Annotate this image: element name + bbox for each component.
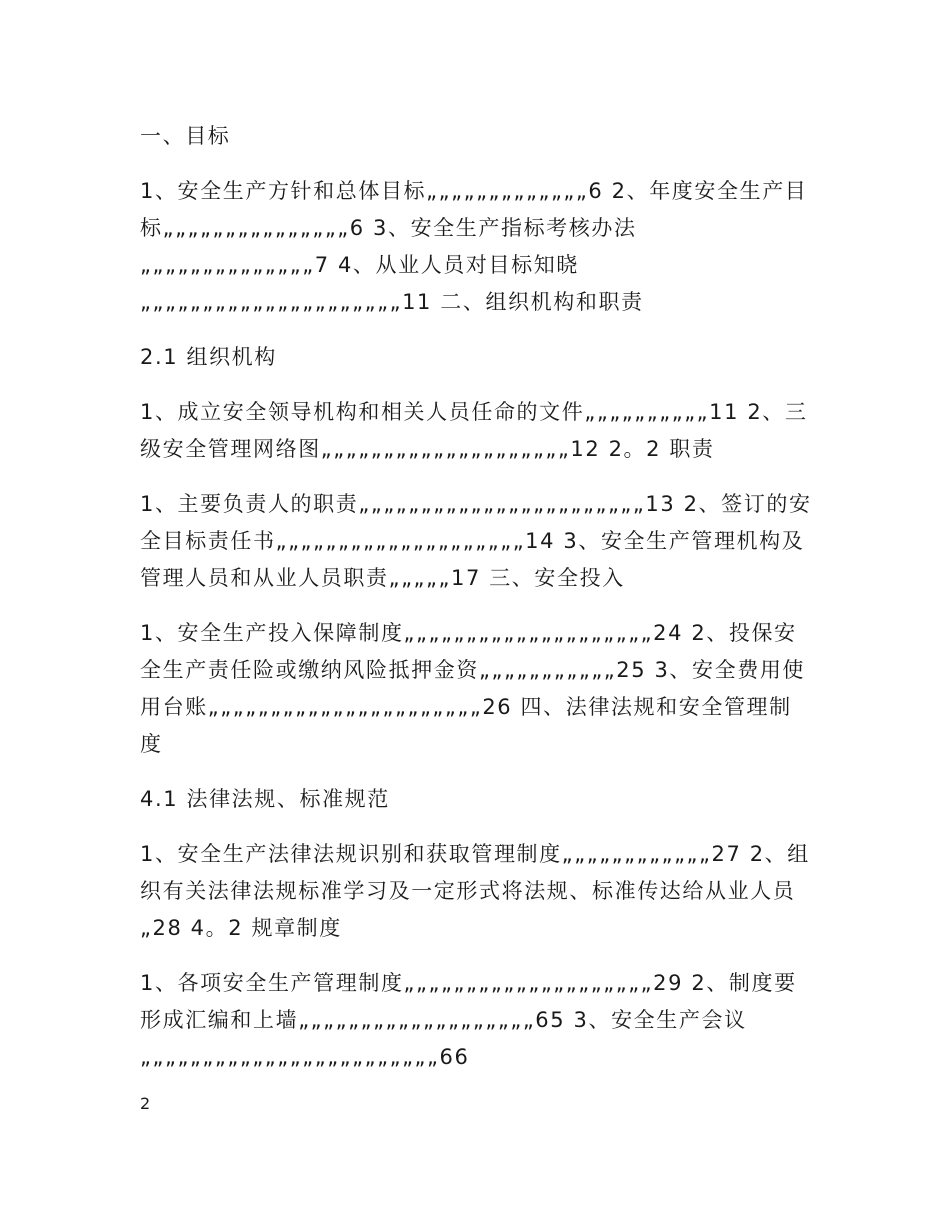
section-heading-goals: 一、目标 — [140, 124, 231, 148]
page-number: 2 — [140, 1094, 151, 1113]
toc-paragraph: 1、安全生产方针和总体目标„„„„„„„„„„„„„6 2、年度安全生产目标„„„„„„„„„„„„„„„6 3、安全生产指标考核办法„„„„„„„„„„„„„„7 4、从业人员对目标知晓„„„„„„„„„„„„„„„„„„„„„11 二、组织机构和职责 — [140, 179, 808, 314]
toc-paragraph: 1、主要负责人的职责„„„„„„„„„„„„„„„„„„„„„„„13 2、签订的安全目标责任书„„„„„„„„„„„„„„„„„„„„14 3、安全生产管理机构及管理人员和从业人员职责„„„„„17 三、安全投入 — [140, 492, 812, 590]
subsection-heading-laws: 4.1 法律法规、标准规范 — [140, 787, 390, 811]
toc-paragraph: 1、各项安全生产管理制度„„„„„„„„„„„„„„„„„„„„29 2、制度要形成汇编和上墙„„„„„„„„„„„„„„„„„„„65 3、安全生产会议„„„„„„„„„„„„„„„„„„„„„„„„66 — [140, 971, 797, 1069]
toc-content — [140, 118, 812, 1076]
subsection-heading-organization: 2.1 组织机构 — [140, 345, 277, 369]
toc-paragraph: 1、安全生产投入保障制度„„„„„„„„„„„„„„„„„„„„24 2、投保安全生产责任险或缴纳风险抵押金资„„„„„„„„„„„25 3、安全费用使用台账„„„„„„„„„„„„„„„„„„„„„„26 四、法律法规和安全管理制度 — [140, 621, 806, 756]
toc-paragraph: 1、安全生产法律法规识别和获取管理制度„„„„„„„„„„„„27 2、组织有关法律法规标准学习及一定形式将法规、标准传达给从业人员„28 4。2 规章制度 — [140, 842, 810, 940]
toc-paragraph: 1、成立安全领导机构和相关人员任命的文件„„„„„„„„„„11 2、三级安全管理网络图„„„„„„„„„„„„„„„„„„„„12 2。2 职责 — [140, 400, 808, 461]
